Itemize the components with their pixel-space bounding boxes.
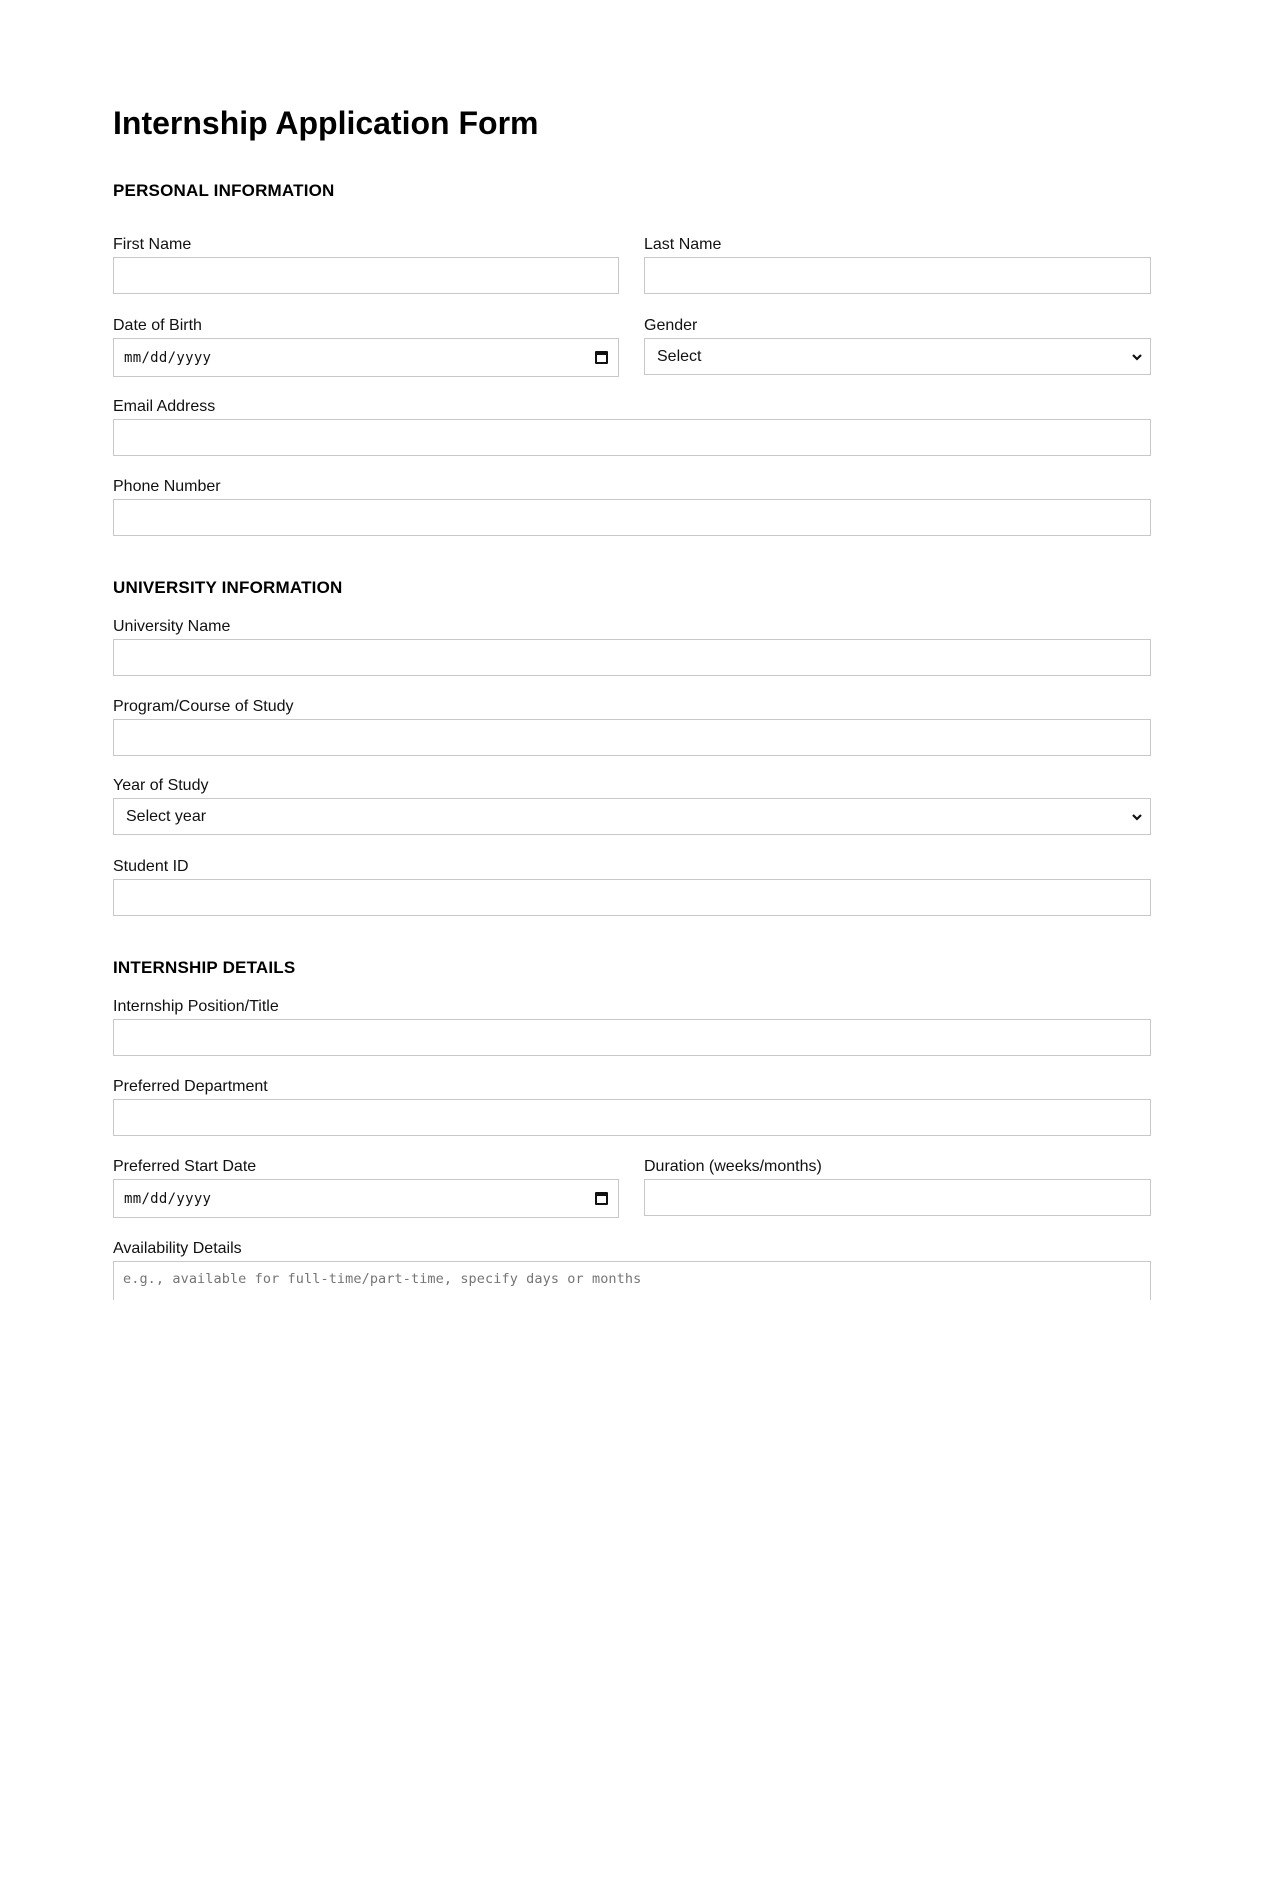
duration-field: [644, 1158, 1151, 1218]
email-input[interactable]: [113, 419, 1151, 456]
duration-label: Duration (weeks/months): [644, 1158, 822, 1175]
student-id-input[interactable]: [113, 879, 1151, 916]
calendar-icon[interactable]: [595, 1192, 608, 1205]
department-label: Preferred Department: [113, 1078, 268, 1095]
email-label: Email Address: [113, 398, 216, 415]
position-field: [113, 998, 1151, 1058]
date-of-birth-input[interactable]: [113, 338, 619, 377]
university-name-field: [113, 618, 1151, 678]
department-field: [113, 1078, 1151, 1138]
availability-label: Availability Details: [113, 1240, 242, 1257]
gender-selected-value: Select: [657, 347, 702, 365]
year-of-study-field: [113, 777, 1151, 837]
last-name-label: Last Name: [644, 236, 722, 253]
student-id-field: [113, 858, 1151, 918]
start-date-input[interactable]: [113, 1179, 619, 1218]
university-name-input[interactable]: [113, 639, 1151, 676]
date-of-birth-label: Date of Birth: [113, 317, 202, 334]
first-name-label: First Name: [113, 236, 192, 253]
gender-select[interactable]: [644, 338, 1151, 375]
phone-input[interactable]: [113, 499, 1151, 536]
university-name-label: University Name: [113, 618, 231, 635]
chevron-down-icon: [1132, 813, 1142, 821]
position-input[interactable]: [113, 1019, 1151, 1056]
date-of-birth-value: mm/dd/yyyy: [124, 349, 212, 366]
start-date-value: mm/dd/yyyy: [124, 1190, 212, 1207]
last-name-input[interactable]: [644, 257, 1151, 294]
email-field: [113, 398, 1151, 458]
phone-label: Phone Number: [113, 478, 221, 495]
program-label: Program/Course of Study: [113, 698, 294, 715]
date-of-birth-field: [113, 317, 619, 379]
year-of-study-selected-value: Select year: [126, 807, 207, 825]
section-heading-internship: INTERNSHIP DETAILS: [113, 958, 296, 977]
student-id-label: Student ID: [113, 858, 189, 875]
page-title: Internship Application Form: [113, 105, 539, 141]
section-heading-university: UNIVERSITY INFORMATION: [113, 578, 343, 597]
application-form: [113, 0, 1151, 1300]
department-input[interactable]: [113, 1099, 1151, 1136]
chevron-down-icon: [1132, 353, 1142, 361]
first-name-field: [113, 236, 619, 296]
first-name-input[interactable]: [113, 257, 619, 294]
availability-textarea[interactable]: e.g., available for full-time/part-time, specify days or months: [113, 1261, 1151, 1300]
program-input[interactable]: [113, 719, 1151, 756]
calendar-icon[interactable]: [595, 351, 608, 364]
year-of-study-select[interactable]: [113, 798, 1151, 835]
gender-label: Gender: [644, 317, 698, 334]
start-date-label: Preferred Start Date: [113, 1158, 257, 1175]
start-date-field: [113, 1158, 619, 1220]
phone-field: [113, 478, 1151, 538]
gender-field: [644, 317, 1151, 377]
year-of-study-label: Year of Study: [113, 777, 209, 794]
availability-field: [113, 1240, 1151, 1300]
program-field: [113, 698, 1151, 758]
last-name-field: [644, 236, 1151, 296]
duration-input[interactable]: [644, 1179, 1151, 1216]
section-heading-personal: PERSONAL INFORMATION: [113, 181, 335, 200]
position-label: Internship Position/Title: [113, 998, 279, 1015]
